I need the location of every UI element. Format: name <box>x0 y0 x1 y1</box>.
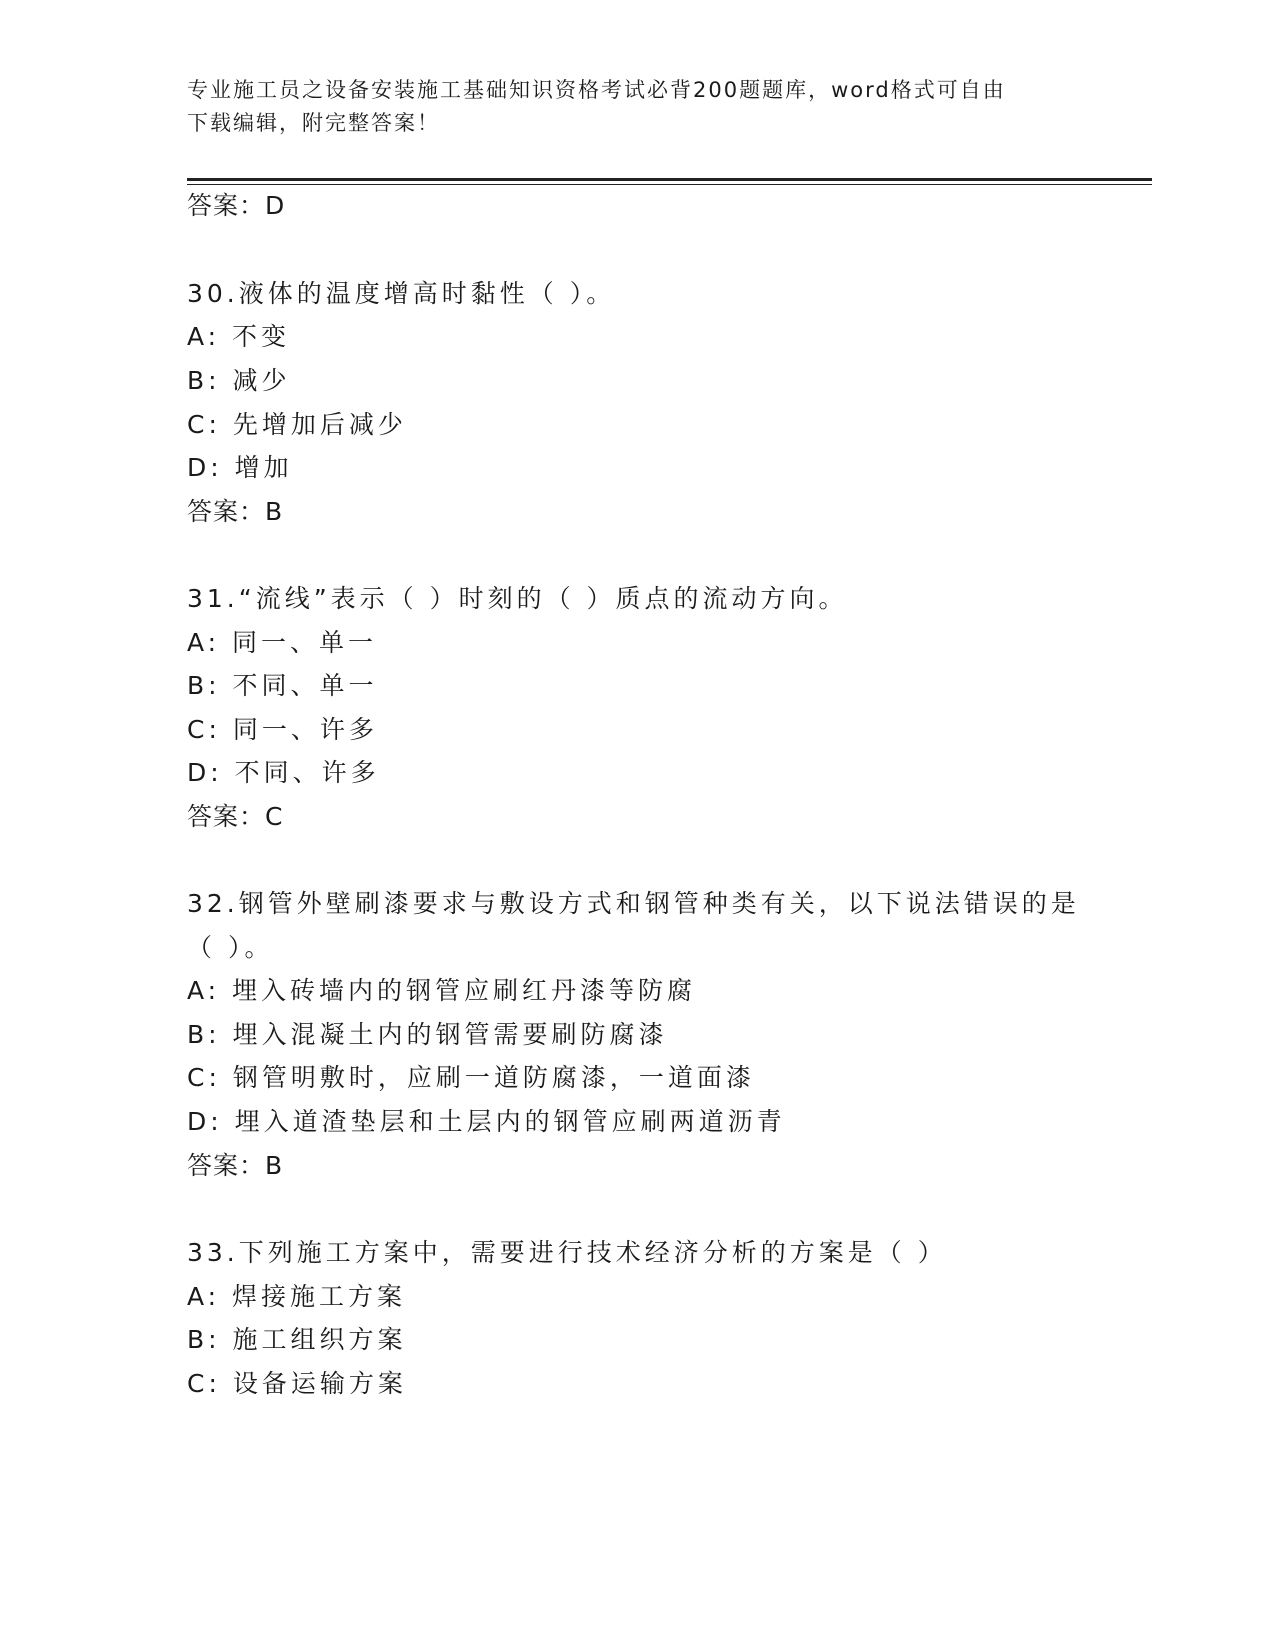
question-stem: 30.液体的温度增高时黏性（ ）。 <box>187 279 616 308</box>
header-line-1: 专业施工员之设备安装施工基础知识资格考试必背200题题库，word格式可自由 <box>187 78 1006 102</box>
header-divider-thick <box>187 178 1152 181</box>
answer-line: 答案：B <box>187 1151 284 1180</box>
option-c: C: 先增加后减少 <box>187 410 407 439</box>
option-a: A: 同一、单一 <box>187 628 378 657</box>
answer-line: 答案：B <box>187 497 284 526</box>
option-c: C: 设备运输方案 <box>187 1369 407 1398</box>
option-c: C: 钢管明敷时，应刷一道防腐漆，一道面漆 <box>187 1063 755 1092</box>
option-d: D: 增加 <box>187 453 293 482</box>
option-b: B: 不同、单一 <box>187 671 378 700</box>
option-a: A: 焊接施工方案 <box>187 1282 407 1311</box>
option-d: D: 埋入道渣垫层和土层内的钢管应刷两道沥青 <box>187 1107 786 1136</box>
document-header <box>187 74 1067 140</box>
option-b: B: 减少 <box>187 366 291 395</box>
option-b: B: 埋入混凝土内的钢管需要刷防腐漆 <box>187 1020 668 1049</box>
answer-line: 答案：C <box>187 802 284 831</box>
answer-line: 答案：D <box>187 191 286 220</box>
question-stem: 33.下列施工方案中，需要进行技术经济分析的方案是（ ） <box>187 1238 947 1267</box>
header-line-2: 下载编辑，附完整答案！ <box>187 111 440 135</box>
option-a: A: 埋入砖墙内的钢管应刷红丹漆等防腐 <box>187 976 697 1005</box>
option-d: D: 不同、许多 <box>187 758 380 787</box>
question-stem-continued: （ ）。 <box>187 933 274 962</box>
header-divider-thin <box>187 184 1152 185</box>
option-a: A: 不变 <box>187 322 291 351</box>
question-stem: 32.钢管外壁刷漆要求与敷设方式和钢管种类有关，以下说法错误的是 <box>187 889 1080 918</box>
option-c: C: 同一、许多 <box>187 715 378 744</box>
question-stem: 31.“流线”表示（ ）时刻的（ ）质点的流动方向。 <box>187 584 848 613</box>
option-b: B: 施工组织方案 <box>187 1325 407 1354</box>
